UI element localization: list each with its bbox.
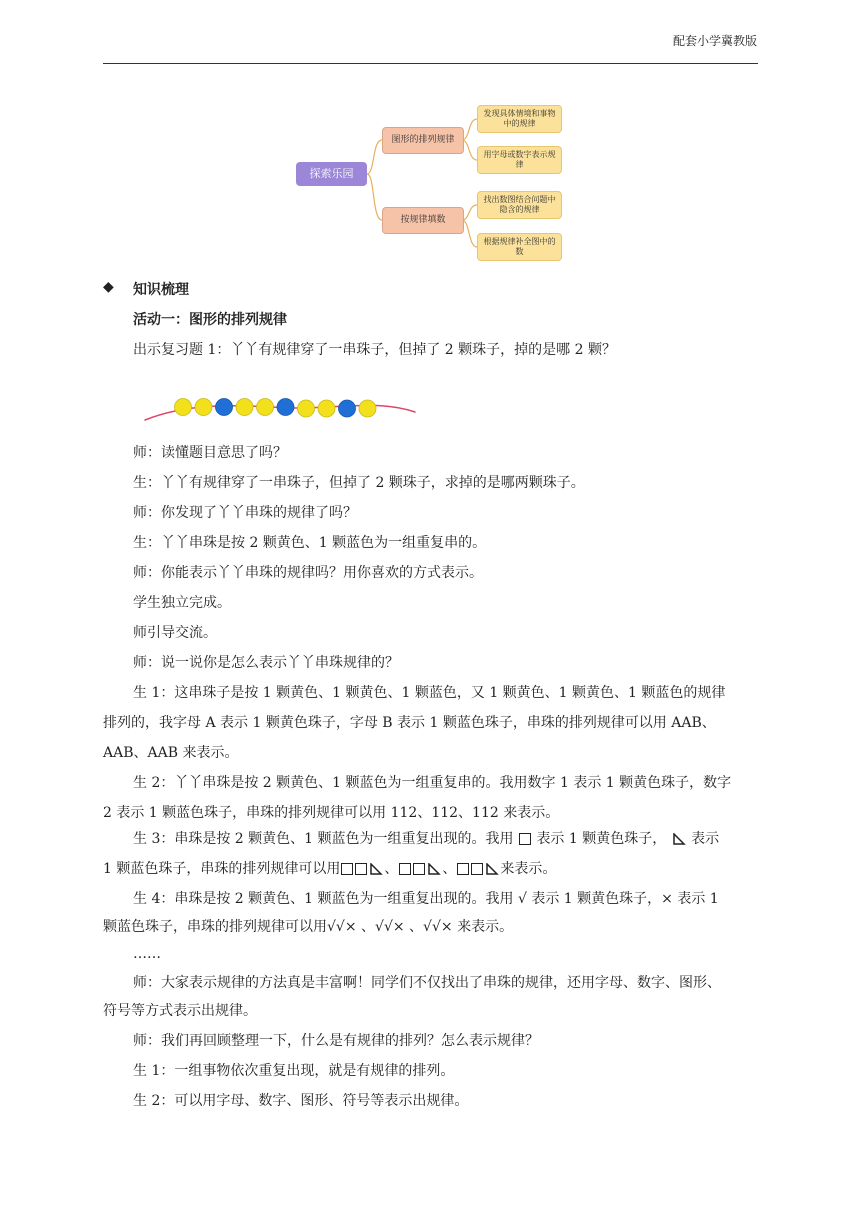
- mindmap-leaf: 用字母或数字表示规律: [477, 146, 562, 174]
- text-line: 排列的，我字母 A 表示 1 颗黄色珠子，字母 B 表示 1 颗蓝色珠子，串珠的排列规律可以用 AAB、: [103, 715, 716, 731]
- text-line: 师：我们再回顾整理一下，什么是有规律的排列？怎么表示规律？: [133, 1033, 539, 1049]
- text-segment: 生 3：串珠是按 2 颗黄色、1 颗蓝色为一组重复出现的。我用: [133, 831, 514, 847]
- text-segment: 表示 1 颗黄色珠子，: [536, 831, 667, 847]
- square-icon: [519, 833, 531, 845]
- page-header: 配套小学冀教版: [672, 34, 757, 48]
- text-line: 师：你发现了丫丫串珠的规律了吗？: [133, 505, 357, 521]
- text-line: 2 表示 1 颗蓝色珠子，串珠的排列规律可以用 112、112、112 来表示。: [103, 805, 560, 821]
- text-line: 师：读懂题目意思了吗？: [133, 445, 287, 461]
- yellow-bead: [236, 399, 253, 416]
- square-icon: [457, 863, 469, 875]
- activity-title: 活动一：图形的排列规律: [133, 312, 287, 328]
- separator: 、: [384, 861, 399, 877]
- square-icon: [471, 863, 483, 875]
- text-segment: 1 颗蓝色珠子，串珠的排列规律可以用: [103, 861, 341, 877]
- yellow-bead: [298, 400, 315, 417]
- text-line: 生 1：这串珠子是按 1 颗黄色、1 颗黄色、1 颗蓝色，又 1 颗黄色、1 颗黄色、1 颗蓝色的规律: [133, 685, 726, 701]
- blue-bead: [339, 400, 356, 417]
- mindmap-leaf: 发现具体情境和事物中的规律: [477, 105, 562, 133]
- section-bullet: ◆: [103, 279, 114, 295]
- text-line: 师：你能表示丫丫串珠的规律吗？用你喜欢的方式表示。: [133, 565, 483, 581]
- blue-bead: [277, 399, 294, 416]
- mindmap: [0, 0, 860, 280]
- yellow-bead: [195, 399, 212, 416]
- square-icon: [399, 863, 411, 875]
- section-title: 知识梳理: [133, 282, 189, 298]
- text-line: 学生独立完成。: [133, 595, 231, 611]
- yellow-bead: [318, 400, 335, 417]
- ellipsis: ……: [133, 946, 161, 962]
- text-line: 师：大家表示规律的方法真是丰富啊！同学们不仅找出了串珠的规律，还用字母、数字、图形、: [133, 975, 721, 991]
- right-triangle-icon: [369, 863, 383, 876]
- text-line: 师：说一说你是怎么表示丫丫串珠规律的？: [133, 655, 399, 671]
- text-line: 生：丫丫有规律穿了一串珠子，但掉了 2 颗珠子，求掉的是哪两颗珠子。: [133, 475, 585, 491]
- yellow-bead: [257, 399, 274, 416]
- mindmap-branch-pattern: 图形的排列规律: [382, 127, 464, 154]
- text-line: AAB、AAB 来表示。: [103, 745, 239, 761]
- text-line: 生 2：可以用字母、数字、图形、符号等表示出规律。: [133, 1093, 469, 1109]
- review-question: 出示复习题 1：丫丫有规律穿了一串珠子，但掉了 2 颗珠子，掉的是哪 2 颗？: [133, 342, 616, 358]
- text-line: 生 2：丫丫串珠是按 2 颗黄色、1 颗蓝色为一组重复串的。我用数字 1 表示 1 颗黄色珠子，数字: [133, 775, 732, 791]
- text-line-student3: [133, 828, 719, 848]
- square-icon: [355, 863, 367, 875]
- blue-bead: [216, 399, 233, 416]
- yellow-bead: [359, 400, 376, 417]
- square-icon: [413, 863, 425, 875]
- text-line: 颗蓝色珠子，串珠的排列规律可以用√√× 、√√× 、√√× 来表示。: [103, 919, 514, 935]
- text-line: 生 1：一组事物依次重复出现，就是有规律的排列。: [133, 1063, 455, 1079]
- right-triangle-icon: [485, 863, 499, 876]
- right-triangle-icon: [672, 833, 686, 846]
- text-segment: 表示: [691, 831, 720, 847]
- mindmap-root: 探索乐园: [296, 162, 367, 186]
- mindmap-branch-fill-numbers: 按规律填数: [382, 207, 464, 234]
- text-line: 生 4：串珠是按 2 颗黄色、1 颗蓝色为一组重复出现的。我用 √ 表示 1 颗黄色珠子，× 表示 1: [133, 891, 719, 907]
- text-line-student3-b: [103, 858, 556, 878]
- yellow-bead: [175, 399, 192, 416]
- text-line: 师引导交流。: [133, 625, 217, 641]
- bead-string-illustration: [140, 390, 440, 430]
- text-line: 生：丫丫串珠是按 2 颗黄色、1 颗蓝色为一组重复串的。: [133, 535, 487, 551]
- text-line: 符号等方式表示出规律。: [103, 1003, 257, 1019]
- text-segment: 来表示。: [500, 861, 557, 877]
- separator: 、: [442, 861, 457, 877]
- right-triangle-icon: [427, 863, 441, 876]
- mindmap-leaf: 找出数图结合问题中隐含的规律: [477, 191, 562, 219]
- square-icon: [341, 863, 353, 875]
- mindmap-leaf: 根据规律补全图中的数: [477, 233, 562, 261]
